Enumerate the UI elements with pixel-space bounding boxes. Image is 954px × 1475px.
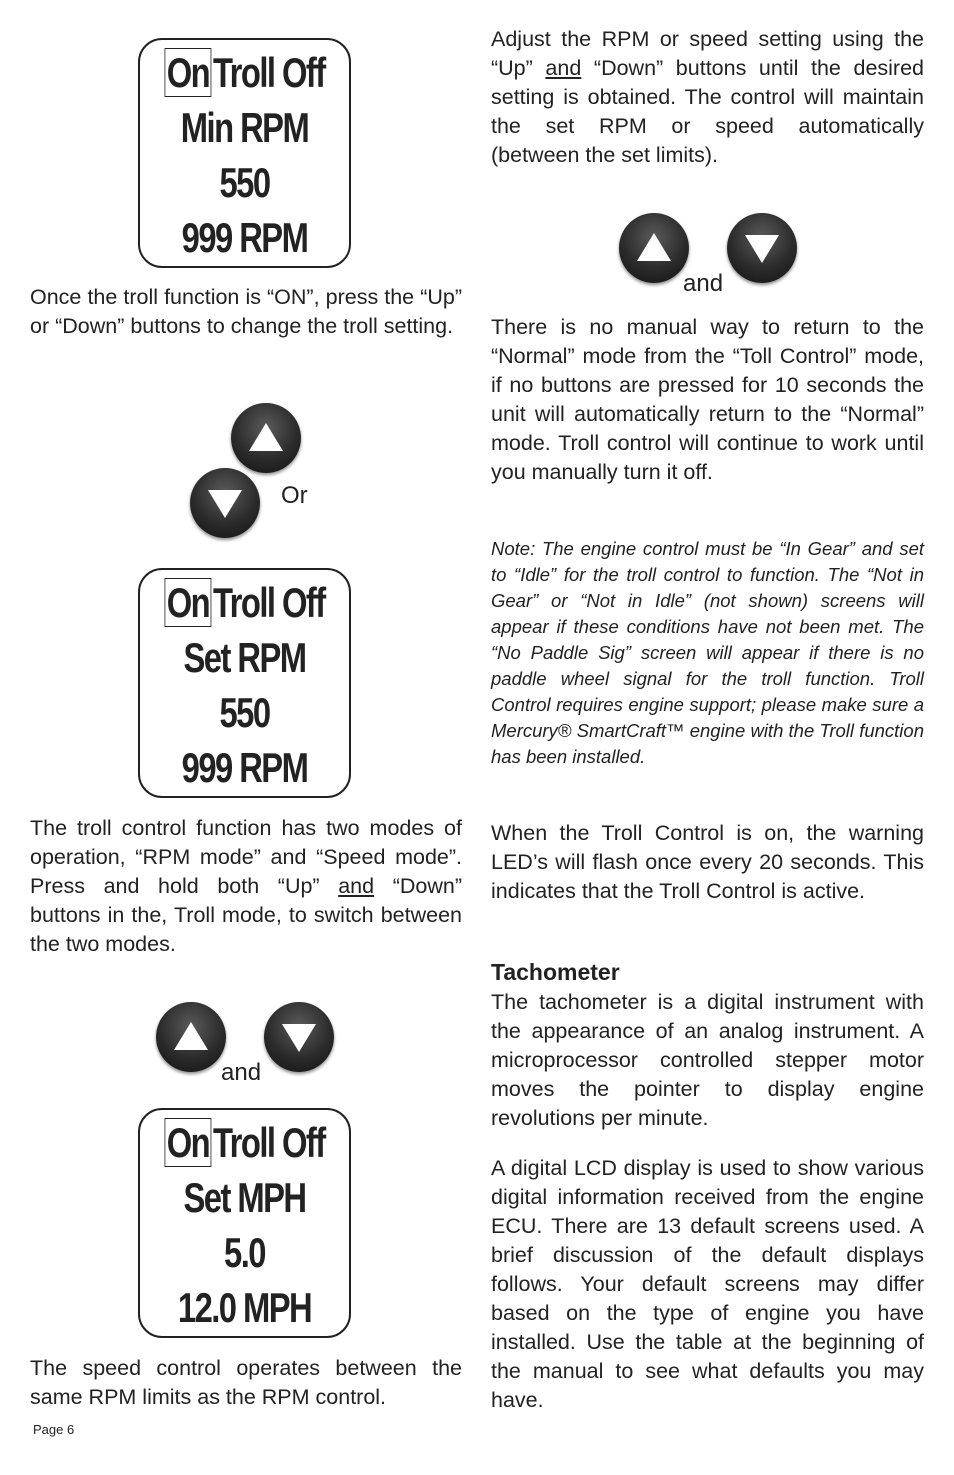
lcd-troll-off: Troll Off bbox=[213, 49, 325, 96]
up-button bbox=[619, 213, 689, 283]
up-button bbox=[156, 1002, 226, 1072]
up-arrow-icon bbox=[619, 213, 689, 283]
left-paragraph-2 bbox=[30, 814, 462, 959]
text-run: Adjust the RPM or speed setting using the “Up” bbox=[491, 27, 924, 80]
up-button bbox=[231, 403, 301, 473]
lcd-line-1 bbox=[163, 1118, 326, 1168]
section-heading-tachometer: Tachometer bbox=[491, 959, 620, 985]
lcd-on-indicator: On bbox=[164, 48, 211, 97]
left-paragraph-1: Once the troll function is “ON”, press the “Up” or “Down” buttons to change the troll setting. bbox=[30, 285, 462, 338]
text-run: “Down” buttons in the, Troll mode, to switch between the two modes. bbox=[30, 874, 462, 956]
down-button bbox=[190, 468, 260, 538]
lcd-line-3: 5.0 bbox=[224, 1229, 265, 1276]
down-arrow-icon bbox=[190, 468, 260, 538]
lcd-line-4: 12.0 MPH bbox=[177, 1284, 312, 1331]
right-paragraph-2: There is no manual way to return to the “Normal” mode from the “Toll Control” mode, if no buttons are pressed for 10 seconds the unit will automatically return to the “Normal” mode. Troll control will continue to work until you manually turn it off. bbox=[491, 315, 924, 484]
lcd-screen-min-rpm bbox=[138, 38, 351, 268]
lcd-line-2: Set MPH bbox=[183, 1174, 306, 1221]
lcd-line-3: 550 bbox=[219, 689, 270, 736]
left-paragraph-3: The speed control operates between the same RPM limits as the RPM control. bbox=[30, 1356, 462, 1409]
right-paragraph-5: A digital LCD display is used to show various digital information received from the engine ECU. There are 13 default screens used. A brief discussion of the default displays follows. Your default screens may differ based on the type of engine you have installed. Use the table at the beginning of the manual to see what defaults you may have. bbox=[491, 1156, 924, 1412]
lcd-line-2: Min RPM bbox=[180, 104, 309, 151]
and-label: and bbox=[683, 270, 724, 297]
down-arrow-icon bbox=[264, 1002, 334, 1072]
lcd-line-4: 999 RPM bbox=[181, 744, 308, 791]
and-label: and bbox=[221, 1059, 262, 1086]
lcd-line-2: Set RPM bbox=[183, 634, 306, 681]
down-arrow-icon bbox=[727, 213, 797, 283]
right-paragraph-1 bbox=[491, 25, 924, 170]
down-button bbox=[264, 1002, 334, 1072]
troll-note: Note: The engine control must be “In Gear” and set to “Idle” for the troll control to function. The “Not in Gear” or “Not in Idle” (not shown) screens will appear if these conditions have not been met. The “No Paddle Sig” screen will appear if there is no paddle wheel signal for the troll function. Troll Control requires engine support; please make sure a Mercury® SmartCraft™ engine with the Troll function has been installed. bbox=[491, 538, 924, 767]
lcd-on-indicator: On bbox=[164, 1118, 211, 1167]
underlined-and: and bbox=[545, 56, 582, 80]
up-arrow-icon bbox=[231, 403, 301, 473]
lcd-line-1 bbox=[163, 578, 326, 628]
right-paragraph-4: The tachometer is a digital instrument with the appearance of an analog instrument. A microprocessor controlled stepper motor moves the pointer to display engine revolutions per minute. bbox=[491, 990, 924, 1130]
lcd-line-4: 999 RPM bbox=[181, 214, 308, 261]
lcd-screen-set-mph bbox=[138, 1108, 351, 1338]
text-run: “Down” buttons until the desired setting is obtained. The control will maintain the set RPM or speed automatically (between the set limits). bbox=[491, 56, 924, 167]
text-run: The troll control function has two modes of operation, “RPM mode” and “Speed mode”. Press and hold both “Up” bbox=[30, 816, 462, 898]
lcd-troll-off: Troll Off bbox=[213, 579, 325, 626]
page-number: Page 6 bbox=[33, 1422, 75, 1437]
lcd-line-3: 550 bbox=[219, 159, 270, 206]
lcd-screen-set-rpm bbox=[138, 568, 351, 798]
up-arrow-icon bbox=[156, 1002, 226, 1072]
lcd-troll-off: Troll Off bbox=[213, 1119, 325, 1166]
right-paragraph-3: When the Troll Control is on, the warning LED’s will flash once every 20 seconds. This indicates that the Troll Control is active. bbox=[491, 821, 924, 903]
or-label: Or bbox=[281, 482, 308, 509]
down-button bbox=[727, 213, 797, 283]
lcd-line-1 bbox=[163, 48, 326, 98]
underlined-and: and bbox=[338, 874, 375, 898]
lcd-on-indicator: On bbox=[164, 578, 211, 627]
